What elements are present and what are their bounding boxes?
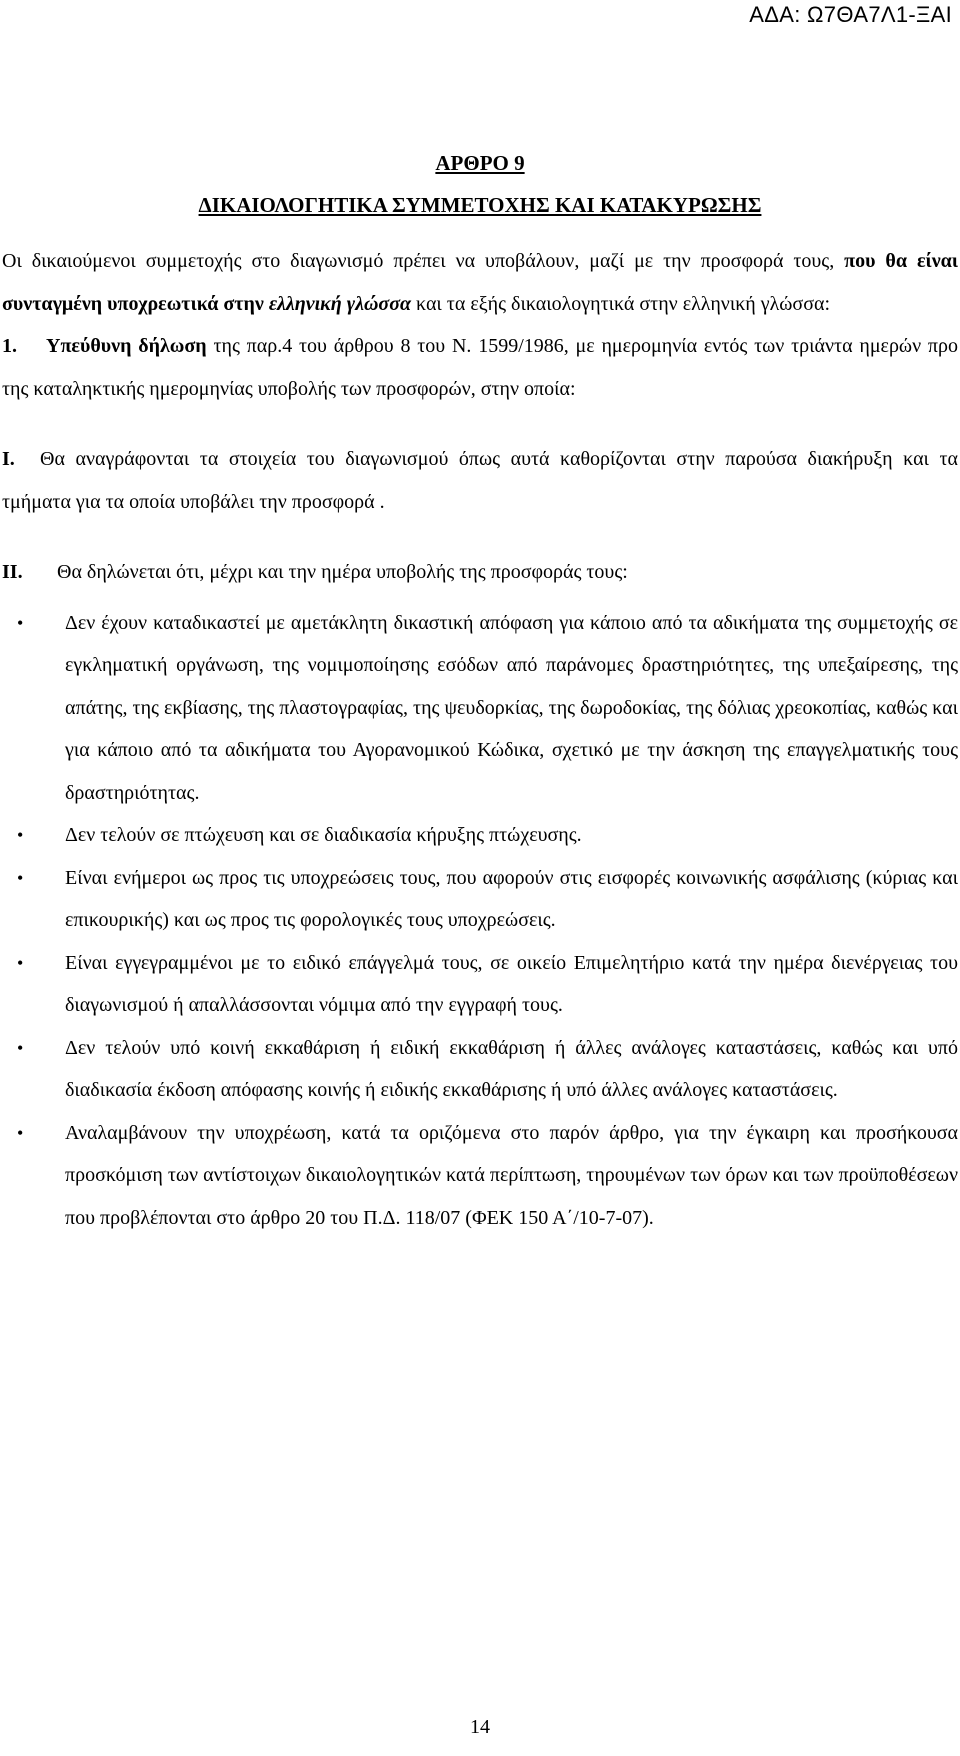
bullet-icon: • — [17, 1122, 24, 1143]
list-item-text: Δεν έχουν καταδικαστεί με αμετάκλητη δικαστική απόφαση για κάποιο από τα αδικήματα της συμμετοχής σε εγκληματική οργάνωση, της νομιμοποίησης εσόδων από παράνομες δραστηριότητες, της υπεξαίρεσης, της απάτης, της εκβίασης, της πλαστογραφίας, της ψευδορκίας, της δωροδοκίας, της δόλιας χρεοκοπίας, καθώς και για κάποιο από τα αδικήματα του Αγορανομικού Κώδικα, σχετικό με την άσκηση της επαγγελματικής τους δραστηριότητας. — [65, 611, 958, 804]
bullet-icon: • — [17, 1037, 24, 1058]
list-item — [2, 814, 958, 857]
section-ii-paragraph — [2, 551, 958, 594]
bullet-icon: • — [17, 612, 24, 633]
list-item-text: Δεν τελούν σε πτώχευση και σε διαδικασία κήρυξης πτώχευσης. — [65, 824, 582, 846]
list-item — [2, 602, 958, 815]
page-number: 14 — [470, 1716, 490, 1738]
article-subtitle: ΔΙΚΑΙΟΛΟΓΗΤΙΚΑ ΣΥΜΜΕΤΟΧΗΣ ΚΑΙ ΚΑΤΑΚΥΡΩΣΗΣ — [198, 193, 762, 217]
section-ii-number: ΙΙ. — [2, 561, 23, 583]
list-item-text: Είναι ενήμεροι ως προς τις υποχρεώσεις τους, που αφορούν στις εισφορές κοινωνικής ασφάλισης (κύριας και επικουρικής) και ως προς τις φορολογικές τους υποχρεώσεις. — [65, 866, 958, 931]
intro-text-end: και τα εξής δικαιολογητικά στην ελληνική γλώσσα: — [411, 292, 831, 315]
section-i-number: Ι. — [2, 448, 15, 470]
list-item-text: Δεν τελούν υπό κοινή εκκαθάριση ή ειδική εκκαθάριση ή άλλες ανάλογες καταστάσεις, καθώς και υπό διαδικασία έκδοση απόφασης κοινής ή ειδικής εκκαθάρισης ή υπό άλλες ανάλογες καταστάσεις. — [65, 1036, 958, 1101]
bullet-icon: • — [17, 867, 24, 888]
list-item — [2, 857, 958, 942]
list-item — [2, 1027, 958, 1112]
list-item — [2, 942, 958, 1027]
ada-code: ΑΔΑ: Ω7ΘΑ7Λ1-ΞΑΙ — [749, 2, 952, 27]
section-i-paragraph — [2, 438, 958, 523]
section-ii-text: Θα δηλώνεται ότι, μέχρι και την ημέρα υποβολής της προσφοράς τους: — [57, 561, 628, 583]
list-item-text: Αναλαμβάνουν την υποχρέωση, κατά τα οριζόμενα στο παρόν άρθρο, για την έγκαιρη και προσήκουσα προσκόμιση των αντίστοιχων δικαιολογητικών κατά περίπτωση, τηρουμένων των όρων και των προϋποθέσεων που προβλέπονται στο άρθρο 20 του Π.Δ. 118/07 (ΦΕΚ 150 Α΄/10-7-07). — [65, 1121, 958, 1229]
list-item-text: Είναι εγγεγραμμένοι με το ειδικό επάγγελμά τους, σε οικείο Επιμελητήριο κατά την ημέρα διενέργειας του διαγωνισμού ή απαλλάσσονται νόμιμα από την εγγραφή τους. — [65, 951, 958, 1016]
intro-paragraph — [2, 240, 958, 325]
document-body — [0, 142, 960, 1239]
article-title: ΑΡΘΡΟ 9 — [435, 151, 525, 175]
section-i-text: Θα αναγράφονται τα στοιχεία του διαγωνισμού όπως αυτά καθορίζονται στην παρούσα διακήρυξη και τα τμήματα για τα οποία υποβάλει την προσφορά . — [2, 448, 958, 513]
bullet-icon: • — [17, 952, 24, 973]
intro-bold-text: που θα είναι συνταγμένη υποχρεωτικά στην — [2, 250, 959, 315]
item-1-bold-text: Υπεύθυνη δήλωση — [46, 335, 207, 357]
item-1-text: της παρ.4 του άρθρου 8 του Ν. 1599/1986, με ημερομηνία εντός των τριάντα ημερών προ της καταληκτικής ημερομηνίας υποβολής των προσφορών, στην οποία: — [2, 335, 958, 400]
bullet-icon: • — [17, 825, 24, 845]
intro-text-start: Οι δικαιούμενοι συμμετοχής στο διαγωνισμό πρέπει να υποβάλουν, μαζί με την προσφορά τους, — [2, 250, 845, 272]
item-1-number: 1. — [2, 335, 17, 357]
requirements-list — [2, 602, 958, 1240]
list-item — [2, 1112, 958, 1240]
item-1-paragraph — [2, 325, 958, 410]
intro-bolditalic-text: ελληνική γλώσσα — [268, 292, 412, 315]
